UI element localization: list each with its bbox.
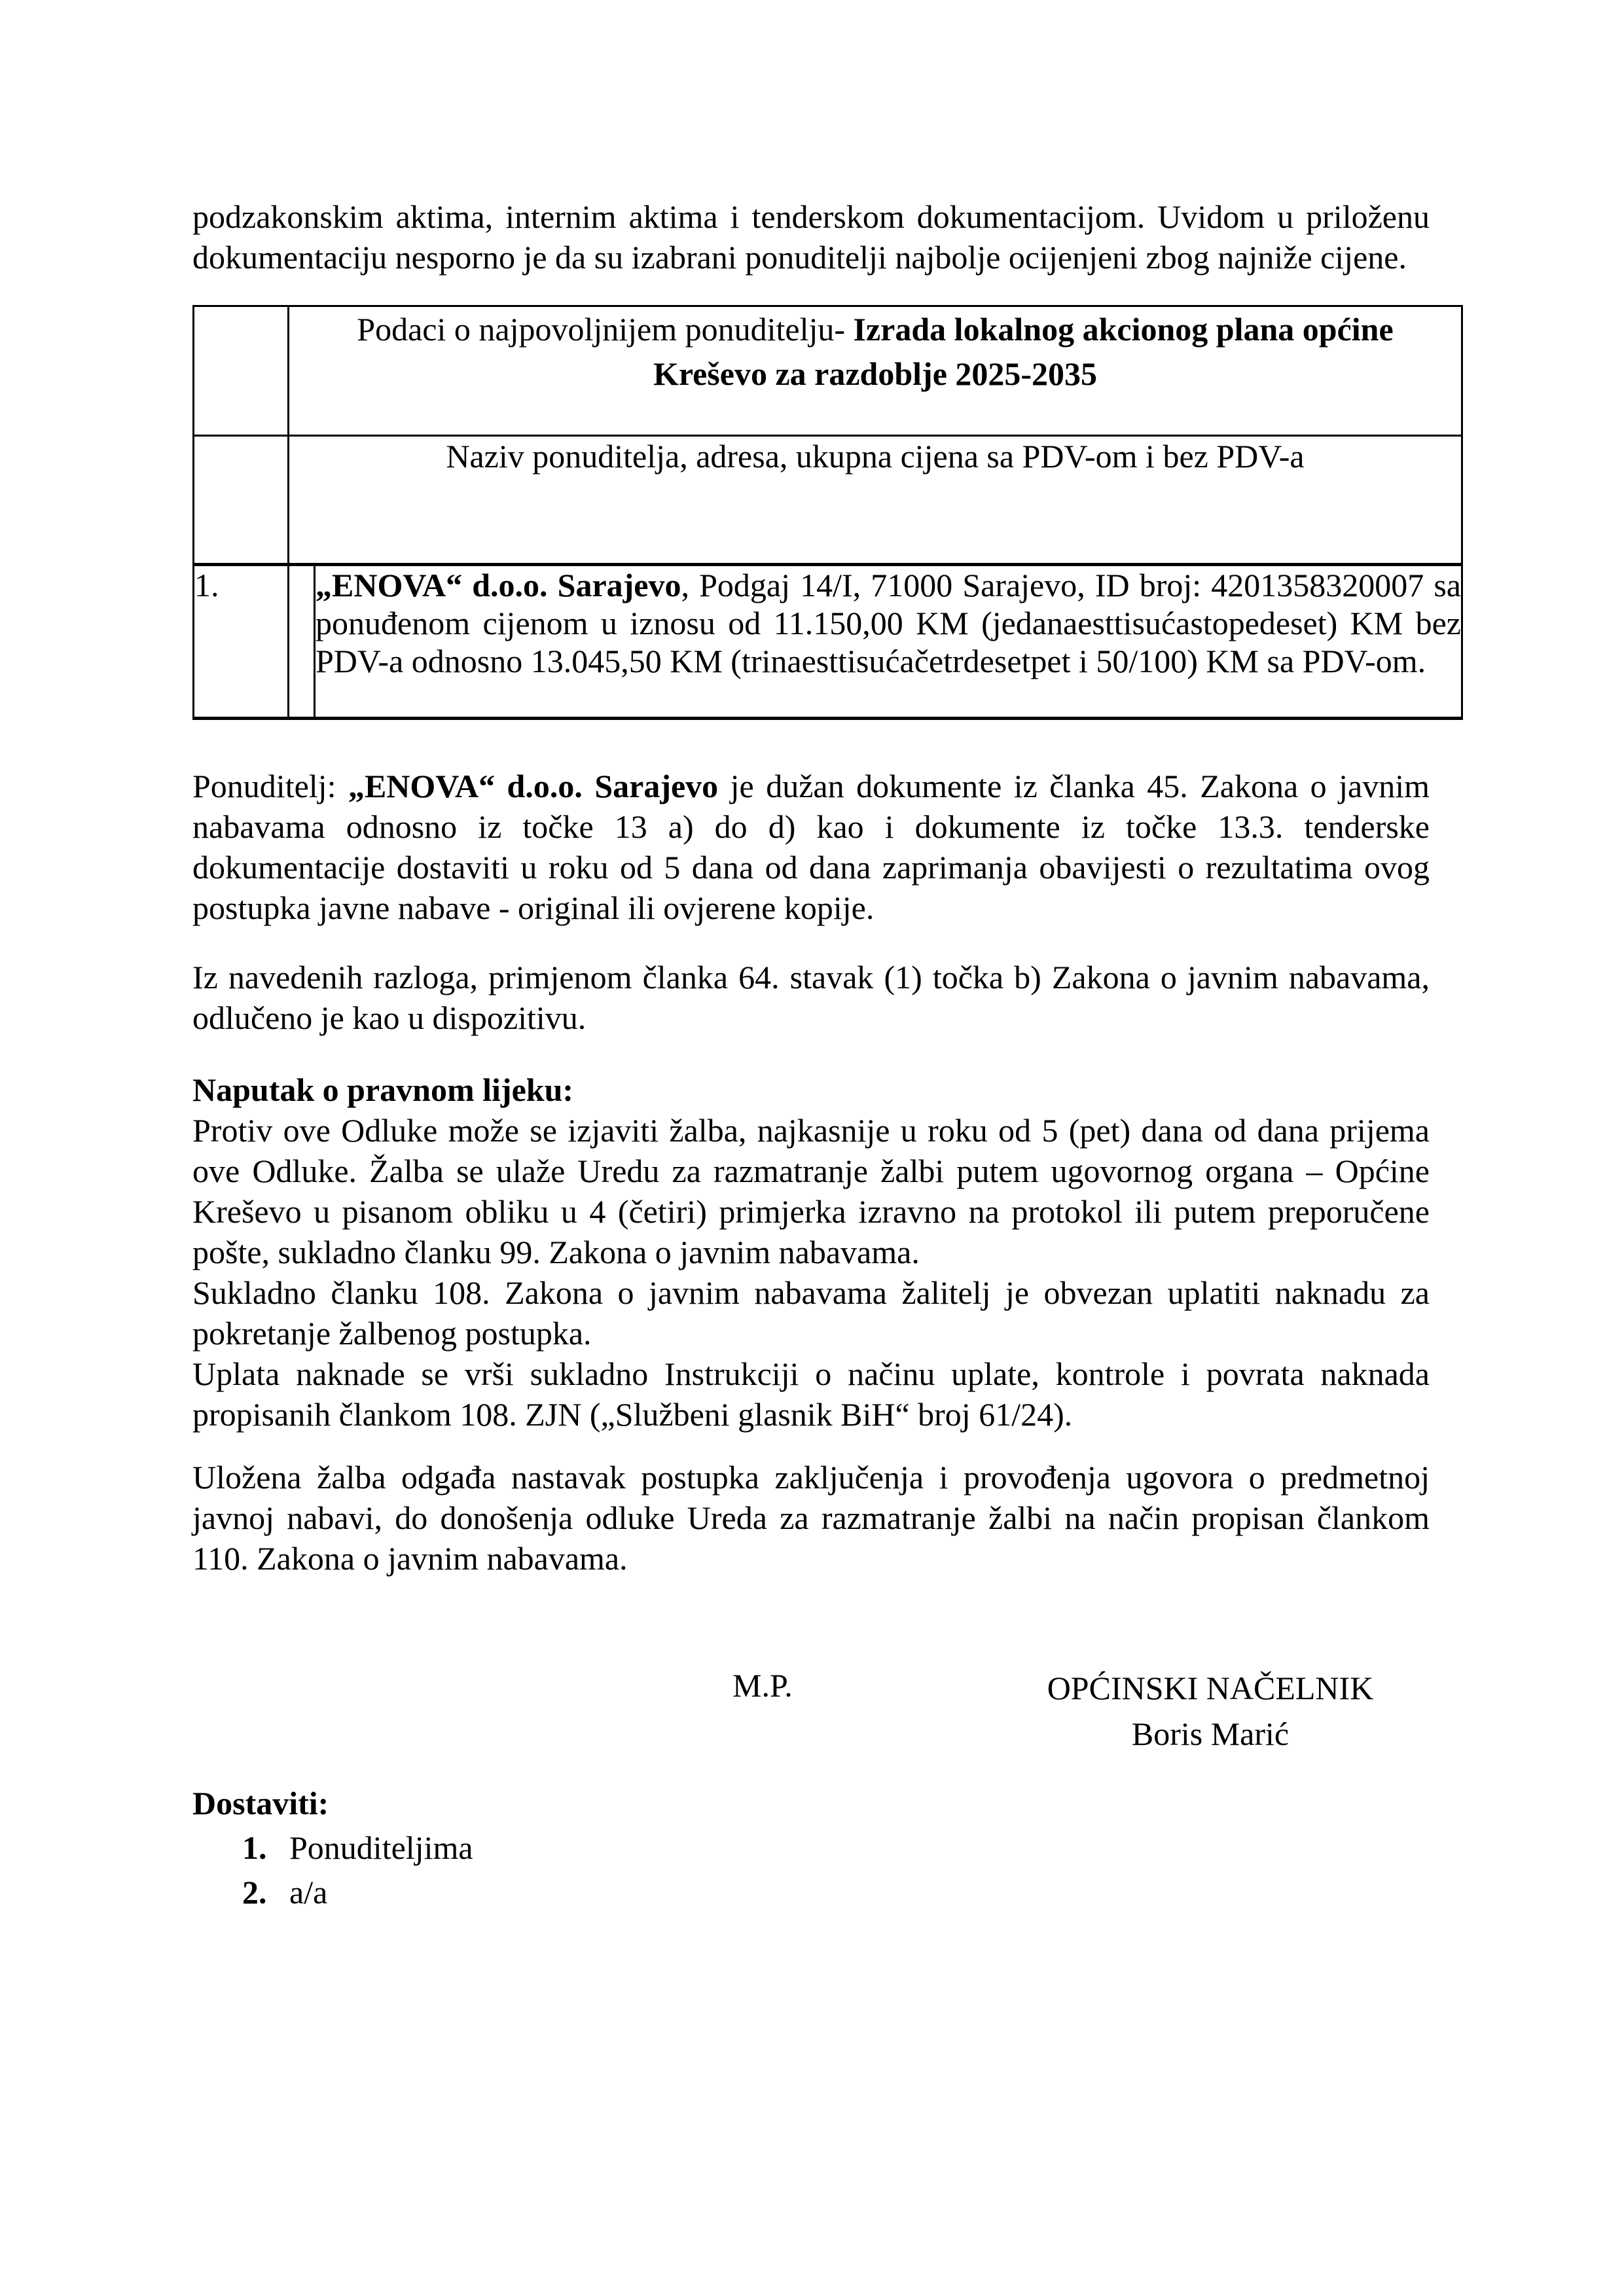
list-item: [192, 1827, 1430, 1868]
ulozena-paragraph: Uložena žalba odgađa nastavak postupka zaključenja i provođenja ugovora o predmetnoj javnoj nabavi, do donošenja odluke Ureda za razmatranje žalbi na način propisan člankom 110. Zakona o javnim nabavama.: [192, 1459, 1430, 1577]
iz-navedenih-paragraph: Iz navedenih razloga, primjenom članka 64. stavak (1) točka b) Zakona o javnim nabavama, odlučeno je kao u dispozitivu.: [192, 959, 1430, 1036]
seal-placeholder: M.P.: [732, 1667, 793, 1704]
protiv-paragraph: Protiv ove Odluke može se izjaviti žalba, najkasnije u roku od 5 (pet) dana od dana prijema ove Odluke. Žalba se ulaže Uredu za razmatranje žalbi putem ugovornog organa – Općine Kreševo u pisanom obliku u 4 (četiri) primjerka izravno na protokol ili putem preporučene pošte, sukladno članku 99. Zakona o javnim nabavama.: [192, 1112, 1430, 1270]
uplata-paragraph: Uplata naknade se vrši sukladno Instrukciji o načinu uplate, kontrole i povrata naknada propisanih člankom 108. ZJN („Službeni glasnik BiH“ broj 61/24).: [192, 1355, 1430, 1433]
table-data-row: [194, 565, 1462, 719]
ponuditelj-prefix: Ponuditelj:: [192, 768, 348, 804]
signatory-name: Boris Marić: [1131, 1715, 1290, 1752]
ponuditelj-company-bold: „ENOVA“ d.o.o. Sarajevo: [348, 768, 719, 804]
ponuditelj-rest: je dužan dokumente iz članka 45. Zakona o javnim nabavama odnosno iz točke 13 a) do d) kao i dokumente iz točke 13.3. tenderske dokumentacije dostaviti u roku od 5 dana od dana zaprimanja obavijesti o rezultatima ovog postupka javne nabave - original ili ovjerene kopije.: [192, 768, 1430, 926]
intro-paragraph: podzakonskim aktima, internim aktima i tenderskom dokumentacijom. Uvidom u priloženu dokumentaciju nesporno je da su izabrani ponuditelji najbolje ocijenjeni zbog najniže cijene.: [192, 198, 1430, 276]
document-body: [192, 196, 1461, 1912]
list-item-number: 1.: [242, 1829, 267, 1866]
table-cell-empty-middle: [194, 436, 289, 565]
table-cell-sliver: [289, 565, 315, 719]
bidder-details-text: , Podgaj 14/I, 71000 Sarajevo, ID broj: 4201358320007 sa ponuđenom cijenom u iznosu od 11.150,00 KM (jedanaesttisućastopedeset) KM bez PDV-a odnosno 13.045,50 KM (trinaesttisućačetrdesetpet i 50/100) KM sa PDV-om.: [316, 567, 1461, 679]
table-header-bold-line1: Izrada lokalnog akcionog plana općine: [853, 311, 1394, 348]
bidder-details-cell: [315, 565, 1462, 719]
list-item-number: 2.: [242, 1874, 267, 1910]
table-header-row: [194, 306, 1462, 436]
table-subheader-cell: Naziv ponuditelja, adresa, ukupna cijena sa PDV-om i bez PDV-a: [289, 436, 1462, 565]
table-subheader-row: [194, 436, 1462, 565]
signatory-title: OPĆINSKI NAČELNIK: [1047, 1670, 1374, 1706]
table-header-bold-line2: Kreševo za razdoblje 2025-2035: [653, 355, 1098, 392]
table-header-cell: [289, 306, 1462, 436]
sukladno-paragraph: Sukladno članku 108. Zakona o javnim nabavama žalitelj je obvezan uplatiti naknadu za pokretanje žalbenog postupka.: [192, 1274, 1430, 1352]
table-cell-empty-top: [194, 306, 289, 436]
ponuditelj-paragraph: [192, 766, 1430, 928]
distribution-heading: Dostaviti:: [192, 1785, 329, 1821]
list-item-text: a/a: [289, 1874, 328, 1910]
signatory: [1037, 1665, 1384, 1757]
best-bidder-table: [192, 305, 1463, 720]
list-item: [192, 1872, 1430, 1912]
legal-remedy-heading: Naputak o pravnom lijeku:: [192, 1071, 574, 1108]
table-header-text: Podaci o najpovoljnijem ponuditelju-: [357, 311, 854, 348]
signature-block: [192, 1665, 1430, 1763]
distribution-list: [192, 1783, 1430, 1912]
row-number-cell: 1.: [194, 565, 289, 719]
list-item-text: Ponuditeljima: [289, 1829, 473, 1866]
bidder-name-bold: „ENOVA“ d.o.o. Sarajevo: [316, 567, 681, 603]
